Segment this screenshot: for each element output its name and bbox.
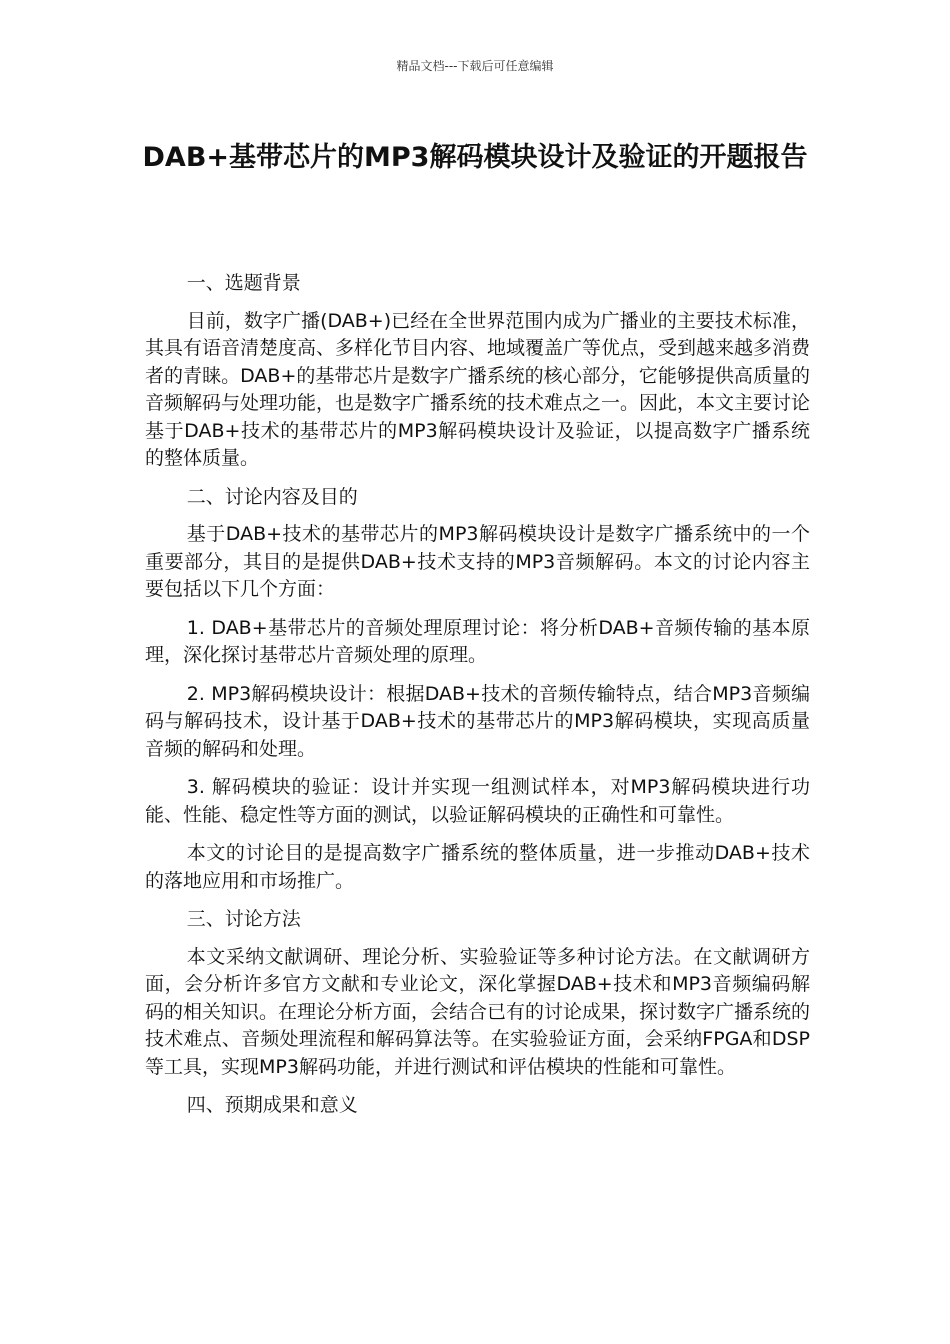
section-heading-background: 一、选题背景: [186, 272, 301, 294]
paragraph-methods: 本文采纳文献调研、理论分析、实验验证等多种讨论方法。在文献调研方面，会分析许多官方文献和专业论文，深化掌握DAB+技术和MP3音频编码解码的相关知识。在理论分析方面，会结合已有的讨论成果，探讨数字广播系统的技术难点、音频处理流程和解码算法等。在实验验证方面，会采纳FPGA和DSP等工具，实现MP3解码功能，并进行测试和评估模块的性能和可靠性。: [145, 945, 811, 1078]
paragraph-goal: 本文的讨论目的是提高数字广播系统的整体质量，进一步推动DAB+技术的落地应用和市场推广。: [145, 842, 810, 892]
paragraph-content-intro: 基于DAB+技术的基带芯片的MP3解码模块设计是数字广播系统中的一个重要部分，其目的是提供DAB+技术支持的MP3音频解码。本文的讨论内容主要包括以下几个方面：: [145, 523, 810, 600]
list-item-2: 2. MP3解码模块设计：根据DAB+技术的音频传输特点，结合MP3音频编码与解码技术，设计基于DAB+技术的基带芯片的MP3解码模块，实现高质量音频的解码和处理。: [145, 682, 810, 760]
document-title: DAB+基带芯片的MP3解码模块设计及验证的开题报告: [142, 142, 808, 173]
section-heading-content-goals: 二、讨论内容及目的: [186, 485, 358, 508]
list-item-3: 3. 解码模块的验证：设计并实现一组测试样本，对MP3解码模块进行功能、性能、稳定性等方面的测试，以验证解码模块的正确性和可靠性。: [145, 776, 810, 826]
section-heading-expected-results: 四、预期成果和意义: [186, 1094, 358, 1116]
paragraph-background: 目前，数字广播(DAB+)已经在全世界范围内成为广播业的主要技术标准，其具有语音清楚度高、多样化节目内容、地域覆盖广等优点，受到越来越多消费者的青睐。DAB+的基带芯片是数字广播系统的核心部分，它能够提供高质量的音频解码与处理功能，也是数字广播系统的技术难点之一。因此，本文主要讨论基于DAB+技术的基带芯片的MP3解码模块设计及验证，以提高数字广播系统的整体质量。: [145, 309, 811, 469]
document-body: [145, 270, 810, 1130]
list-item-1: 1. DAB+基带芯片的音频处理原理讨论：将分析DAB+音频传输的基本原理，深化探讨基带芯片音频处理的原理。: [145, 616, 810, 666]
page-header: 精品文档---下载后可任意编辑: [396, 59, 554, 73]
section-heading-methods: 三、讨论方法: [186, 908, 301, 930]
